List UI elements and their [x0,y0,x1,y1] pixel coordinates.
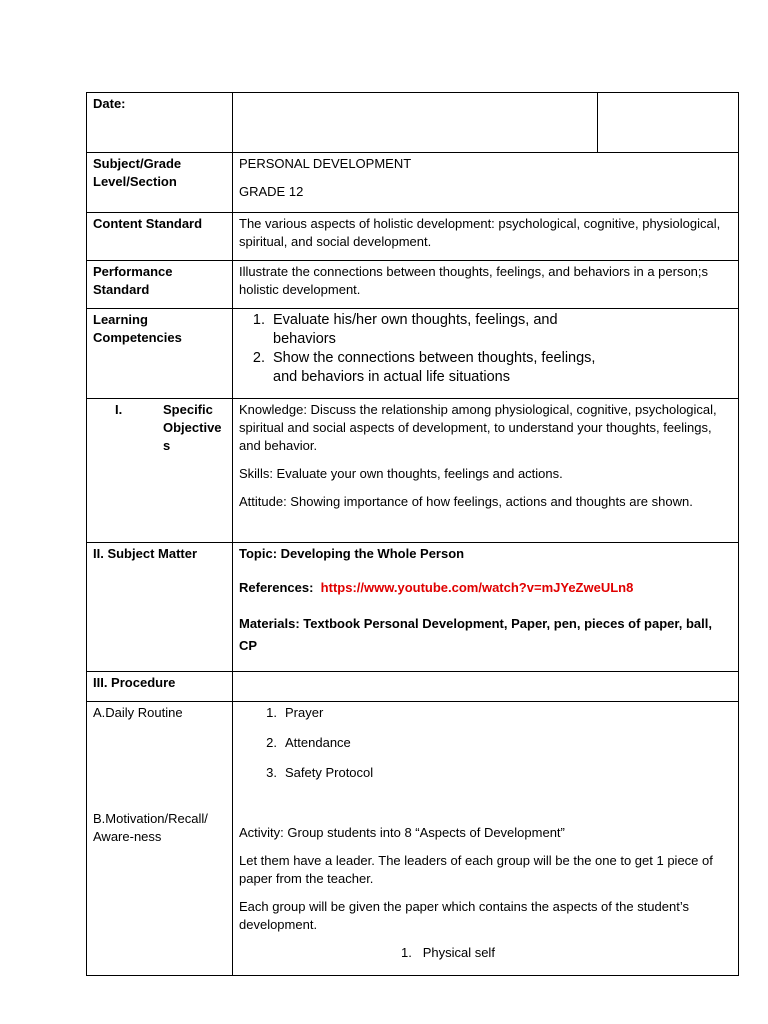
competencies-list [239,311,608,387]
objectives-label: Specific Objectives [163,402,222,453]
references-line [239,579,732,597]
competencies-row [87,309,739,399]
references-label: References: [239,580,314,595]
date-extra-cell [598,93,739,153]
routine-item: 1. Prayer [266,705,324,720]
procedure-cell [233,672,739,702]
paper-text: Each group will be given the paper which contains the aspects of the student’s development. [239,899,689,932]
date-label: Date: [87,93,233,153]
routine-row [87,702,739,976]
materials-text: Materials: Textbook Personal Development, Paper, pen, pieces of paper, ball, CP [239,616,712,653]
aspect-item [239,944,732,962]
objective-skills: Skills: Evaluate your own thoughts, feelings and actions. [239,466,563,481]
objectives-row [87,399,739,543]
objective-knowledge: Knowledge: Discuss the relationship among physiological, cognitive, psychological, spiritual and social aspects of development, to understand your thoughts, feelings, and behavior. [239,402,717,453]
subject-label: Subject/Grade Level/Section [87,153,233,213]
daily-routine-label: A.Daily Routine [93,705,183,720]
objectives-label-cell [87,399,233,543]
aspect-text: Physical self [422,945,495,960]
performance-standard-text: Illustrate the connections between thoughts, feelings, and behaviors in a person;s holistic development. [233,261,739,309]
date-value-cell [233,93,598,153]
topic-text: Topic: Developing the Whole Person [239,546,465,561]
content-standard-text: The various aspects of holistic development: psychological, cognitive, physiological, spiritual, and social development. [233,213,739,261]
content-standard-label: Content Standard [87,213,233,261]
objective-attitude: Attitude: Showing importance of how feelings, actions and thoughts are shown. [239,494,693,509]
lesson-plan-table [86,92,739,976]
procedure-row [87,672,739,702]
objectives-roman: I. [115,402,123,417]
routine-label-cell [87,702,233,976]
motivation-label: B.Motivation/Recall/ Aware-ness [93,811,208,844]
competency-item: 1. Evaluate his/her own thoughts, feelings, and behaviors [269,311,608,349]
subject-matter-row [87,543,739,672]
content-standard-row [87,213,739,261]
subject-row [87,153,739,213]
subject-cell [233,153,739,213]
aspect-number: 1. [401,945,412,960]
routine-item: 3. Safety Protocol [266,765,374,780]
activity-text: Activity: Group students into 8 “Aspects of Development” [239,825,565,840]
procedure-label: III. Procedure [87,672,233,702]
leader-text: Let them have a leader. The leaders of each group will be the one to get 1 piece of paper from the teacher. [239,853,713,886]
date-row [87,93,739,153]
subject-name: PERSONAL DEVELOPMENT [239,156,412,171]
subject-matter-label: II. Subject Matter [87,543,233,672]
subject-matter-cell [233,543,739,672]
routine-cell [233,702,739,976]
objectives-cell [233,399,739,543]
performance-standard-row [87,261,739,309]
routine-item: 2. Attendance [266,735,351,750]
references-link[interactable]: https://www.youtube.com/watch?v=mJYeZweULn8 [320,580,634,595]
competencies-label: Learning Competencies [87,309,233,399]
competency-item: 2. Show the connections between thoughts, feelings, and behaviors in actual life situations [269,349,608,387]
performance-standard-label: Performance Standard [87,261,233,309]
competencies-cell [233,309,739,399]
grade-level: GRADE 12 [239,184,304,199]
